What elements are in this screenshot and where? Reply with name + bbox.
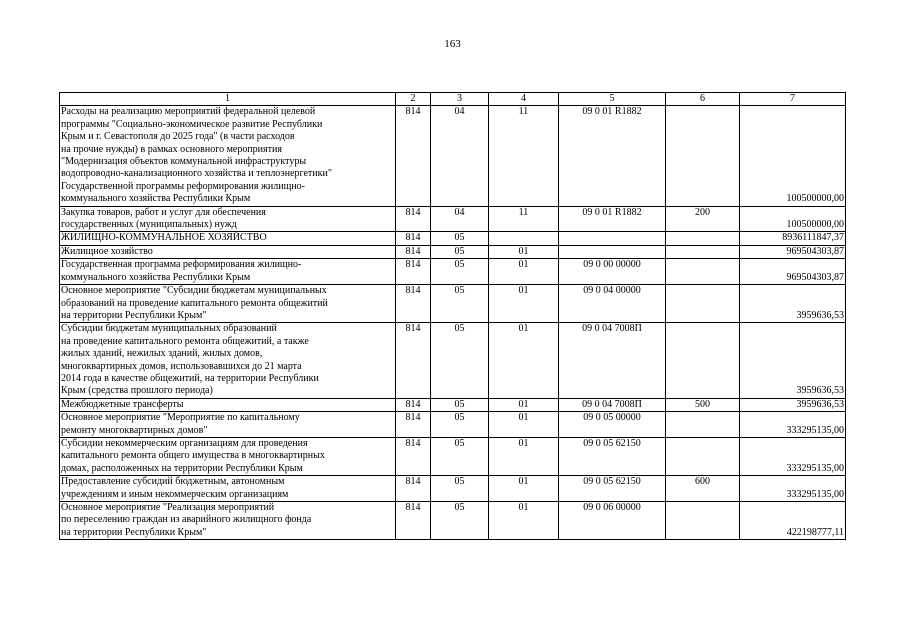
column-header-1: 1 [60,93,396,106]
table-row [60,206,846,232]
target-article-cell: 09 0 04 00000 [559,285,666,323]
table-row [60,502,846,540]
expense-type-cell: 500 [666,398,740,411]
section-cell: 05 [431,502,489,540]
amount-cell: 3959636,53 [740,285,846,323]
row-name-cell: Предоставление субсидий бюджетным, автономным учреждениям и иным некоммерческим организациям [60,476,396,502]
section-cell: 05 [431,412,489,438]
ministry-code-cell: 814 [396,476,431,502]
amount-cell: 100500000,00 [740,106,846,206]
table-row [60,476,846,502]
expense-type-cell [666,245,740,258]
table-header-row [60,93,846,106]
section-cell: 05 [431,245,489,258]
subsection-cell: 01 [489,412,559,438]
subsection-cell: 01 [489,285,559,323]
table-row [60,412,846,438]
amount-cell: 333295135,00 [740,476,846,502]
target-article-cell: 09 0 06 00000 [559,502,666,540]
row-name-cell: Расходы на реализацию мероприятий федеральной целевой программы "Социально-экономическое развитие Республики Крым и г. Севастополя до 2025 года" (в части расходов на прочие нужды) в рамках основного мероприятия "Модернизация объектов коммунальной инфраструктуры водопроводно-канализационного хозяйства и теплоэнергетики" Государственной программы реформирования жилищно- коммунального хозяйства Республики Крым [60,106,396,206]
section-cell: 04 [431,106,489,206]
target-article-cell: 09 0 05 62150 [559,476,666,502]
table-row [60,245,846,258]
expense-type-cell [666,323,740,398]
row-name-cell: Межбюджетные трансферты [60,398,396,411]
expense-type-cell [666,106,740,206]
column-header-3: 3 [431,93,489,106]
target-article-cell: 09 0 00 00000 [559,259,666,285]
column-header-7: 7 [740,93,846,106]
ministry-code-cell: 814 [396,259,431,285]
ministry-code-cell: 814 [396,502,431,540]
subsection-cell: 01 [489,398,559,411]
budget-table [59,92,846,540]
amount-cell: 333295135,00 [740,437,846,475]
ministry-code-cell: 814 [396,398,431,411]
section-cell: 05 [431,259,489,285]
section-cell: 05 [431,476,489,502]
amount-cell: 3959636,53 [740,323,846,398]
amount-cell: 3959636,53 [740,398,846,411]
target-article-cell: 09 0 05 00000 [559,412,666,438]
subsection-cell: 01 [489,245,559,258]
target-article-cell: 09 0 04 7008П [559,398,666,411]
target-article-cell: 09 0 04 7008П [559,323,666,398]
expense-type-cell [666,412,740,438]
column-header-4: 4 [489,93,559,106]
subsection-cell: 01 [489,437,559,475]
column-header-5: 5 [559,93,666,106]
row-name-cell: Основное мероприятие "Субсидии бюджетам муниципальных образований на проведение капитального ремонта общежитий на территории Республики Крым" [60,285,396,323]
section-cell: 05 [431,232,489,245]
amount-cell: 333295135,00 [740,412,846,438]
column-header-2: 2 [396,93,431,106]
amount-cell: 422198777,11 [740,502,846,540]
target-article-cell [559,245,666,258]
expense-type-cell [666,285,740,323]
ministry-code-cell: 814 [396,106,431,206]
expense-type-cell [666,259,740,285]
section-cell: 04 [431,206,489,232]
row-name-cell: ЖИЛИЩНО-КОММУНАЛЬНОЕ ХОЗЯЙСТВО [60,232,396,245]
ministry-code-cell: 814 [396,437,431,475]
target-article-cell: 09 0 05 62150 [559,437,666,475]
expense-type-cell: 600 [666,476,740,502]
column-header-6: 6 [666,93,740,106]
row-name-cell: Субсидии некоммерческим организациям для проведения капитального ремонта общего имущества в многоквартирных домах, расположенных на территории Республики Крым [60,437,396,475]
row-name-cell: Жилищное хозяйство [60,245,396,258]
ministry-code-cell: 814 [396,206,431,232]
row-name-cell: Закупка товаров, работ и услуг для обеспечения государственных (муниципальных) нужд [60,206,396,232]
table-row [60,437,846,475]
table-row [60,285,846,323]
ministry-code-cell: 814 [396,232,431,245]
subsection-cell: 01 [489,259,559,285]
row-name-cell: Государственная программа реформирования жилищно- коммунального хозяйства Республики Крым [60,259,396,285]
page-number: 163 [444,38,461,50]
table-row [60,106,846,206]
amount-cell: 100500000,00 [740,206,846,232]
target-article-cell: 09 0 01 R1882 [559,106,666,206]
row-name-cell: Субсидии бюджетам муниципальных образований на проведение капитального ремонта общежитий, а также жилых зданий, нежилых зданий, жилых домов, многоквартирных домов, использовавшихся до 21 марта 2014 года в качестве общежитий, на территории Республики Крым (средства прошлого периода) [60,323,396,398]
row-name-cell: Основное мероприятие "Реализация мероприятий по переселению граждан из аварийного жилищного фонда на территории Республики Крым" [60,502,396,540]
subsection-cell [489,232,559,245]
expense-type-cell: 200 [666,206,740,232]
table-row [60,232,846,245]
section-cell: 05 [431,398,489,411]
ministry-code-cell: 814 [396,285,431,323]
row-name-cell: Основное мероприятие "Мероприятие по капитальному ремонту многоквартирных домов" [60,412,396,438]
amount-cell: 969504303,87 [740,245,846,258]
ministry-code-cell: 814 [396,245,431,258]
section-cell: 05 [431,437,489,475]
subsection-cell: 11 [489,106,559,206]
target-article-cell [559,232,666,245]
subsection-cell: 01 [489,323,559,398]
amount-cell: 969504303,87 [740,259,846,285]
amount-cell: 8936111847,37 [740,232,846,245]
table-row [60,259,846,285]
ministry-code-cell: 814 [396,323,431,398]
table-row [60,323,846,398]
section-cell: 05 [431,285,489,323]
section-cell: 05 [431,323,489,398]
expense-type-cell [666,502,740,540]
expense-type-cell [666,437,740,475]
table-row [60,398,846,411]
expense-type-cell [666,232,740,245]
ministry-code-cell: 814 [396,412,431,438]
subsection-cell: 01 [489,502,559,540]
subsection-cell: 11 [489,206,559,232]
target-article-cell: 09 0 01 R1882 [559,206,666,232]
subsection-cell: 01 [489,476,559,502]
